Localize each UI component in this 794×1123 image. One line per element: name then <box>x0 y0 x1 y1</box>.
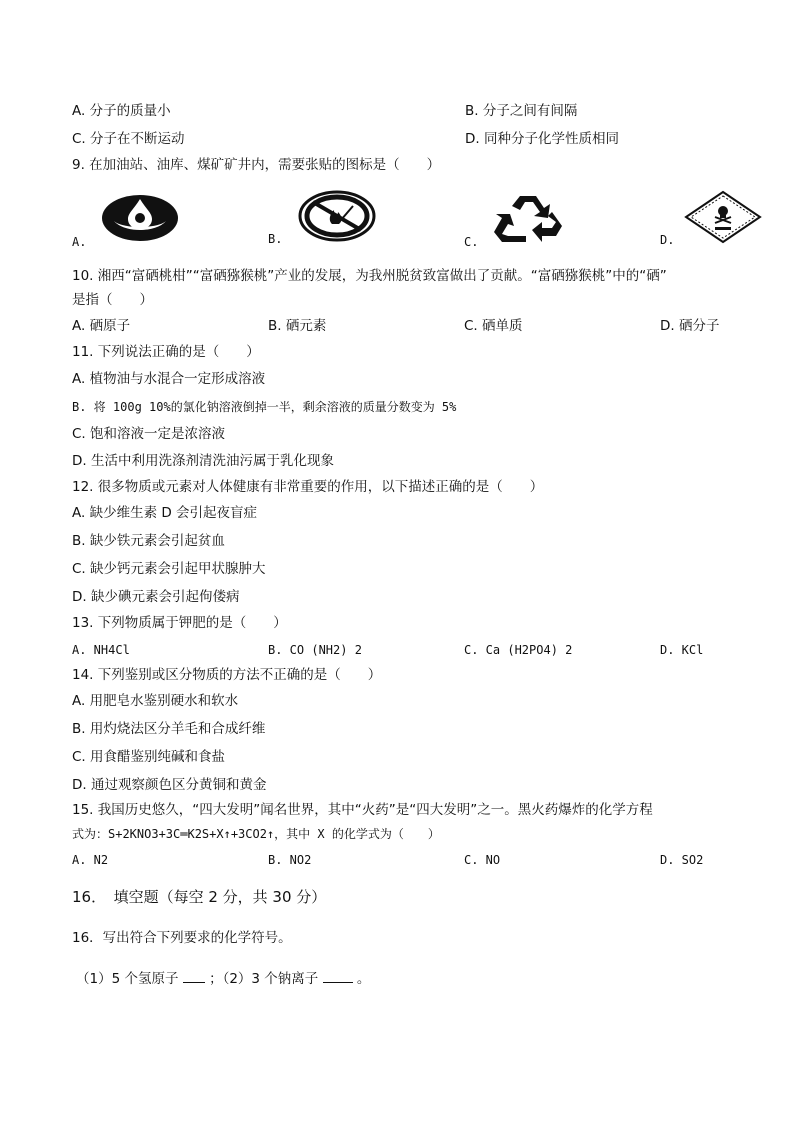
q9-label-c: C. <box>464 235 479 249</box>
toxic-hazard-icon <box>684 190 762 248</box>
recycle-icon <box>490 192 572 248</box>
q12-option-c: C. 缺少钙元素会引起甲状腺肿大 <box>72 561 266 577</box>
q15-option-b: B. NO2 <box>268 853 312 867</box>
q13-option-c: C. Ca (H2PO4) 2 <box>464 643 573 657</box>
q15-option-d: D. SO2 <box>660 853 704 867</box>
q8-option-c: C. 分子在不断运动 <box>72 131 185 147</box>
q12-option-a: A. 缺少维生素 D 会引起夜盲症 <box>72 505 258 521</box>
q14-option-c: C. 用食醋鉴别纯碱和食盐 <box>72 749 226 765</box>
q9-label-b: B. <box>268 232 283 246</box>
q12-stem: 12. 很多物质或元素对人体健康有非常重要的作用，以下描述正确的是（ ） <box>72 479 544 495</box>
q8-option-d: D. 同种分子化学性质相同 <box>465 131 619 147</box>
q16-part2-label: ；（2）3 个钠离子 <box>209 971 319 987</box>
q12-option-b: B. 缺少铁元素会引起贫血 <box>72 533 225 549</box>
q16-answer-blank-2[interactable] <box>323 970 353 983</box>
q14-option-d: D. 通过观察颜色区分黄铜和黄金 <box>72 777 267 793</box>
q14-stem: 14. 下列鉴别或区分物质的方法不正确的是（ ） <box>72 667 382 683</box>
q15-option-a: A. N2 <box>72 853 109 867</box>
no-fire-icon <box>297 190 377 246</box>
q14-option-a: A. 用肥皂水鉴别硬水和软水 <box>72 693 239 709</box>
q12-option-d: D. 缺少碘元素会引起佝偻病 <box>72 589 240 605</box>
q8-option-a: A. 分子的质量小 <box>72 103 171 119</box>
q11-option-c: C. 饱和溶液一定是浓溶液 <box>72 426 226 442</box>
q13-option-d: D. KCl <box>660 643 704 657</box>
q9-stem: 9. 在加油站、油库、煤矿矿井内，需要张贴的图标是（ ） <box>72 157 441 173</box>
q15-option-c: C. NO <box>464 853 501 867</box>
q8-option-b: B. 分子之间有间隔 <box>465 103 578 119</box>
water-saving-icon <box>100 193 180 247</box>
q16-question-line <box>76 970 370 988</box>
q10-stem-line1: 10. 湘西“富硒桃柑”“富硒猕猴桃”产业的发展，为我州脱贫致富做出了贡献。“富硒猕猴桃”中的“硒” <box>72 268 667 284</box>
q16-part1-label: （1）5 个氢原子 <box>76 971 179 987</box>
q10-option-d: D. 硒分子 <box>660 318 720 334</box>
q11-option-b: B. 将 100g 10%的氯化钠溶液倒掉一半，剩余溶液的质量分数变为 5% <box>72 400 457 414</box>
q10-stem-line2: 是指（ ） <box>72 292 153 308</box>
section-16-title: 16． 填空题（每空 2 分，共 30 分） <box>72 888 327 906</box>
q10-option-b: B. 硒元素 <box>268 318 327 334</box>
q13-stem: 13. 下列物质属于钾肥的是（ ） <box>72 615 287 631</box>
q15-stem-line2: 式为：S+2KNO3+3C═K2S+X↑+3CO2↑，其中 X 的化学式为（ ） <box>72 827 440 841</box>
q16-answer-blank-1[interactable] <box>183 970 205 983</box>
q9-label-a: A. <box>72 235 87 249</box>
q9-label-d: D. <box>660 233 675 247</box>
q10-option-c: C. 硒单质 <box>464 318 523 334</box>
q11-option-a: A. 植物油与水混合一定形成溶液 <box>72 371 266 387</box>
q14-option-b: B. 用灼烧法区分羊毛和合成纤维 <box>72 721 266 737</box>
q10-option-a: A. 硒原子 <box>72 318 131 334</box>
q13-option-b: B. CO (NH2) 2 <box>268 643 362 657</box>
q11-stem: 11. 下列说法正确的是（ ） <box>72 344 260 360</box>
q16-end-mark: 。 <box>356 971 371 987</box>
q13-option-a: A. NH4Cl <box>72 643 130 657</box>
q15-stem-line1: 15. 我国历史悠久，“四大发明”闻名世界，其中“火药”是“四大发明”之一。黑火药爆炸的化学方程 <box>72 802 653 818</box>
q16-stem: 16．写出符合下列要求的化学符号。 <box>72 930 292 946</box>
q11-option-d: D. 生活中利用洗涤剂清洗油污属于乳化现象 <box>72 453 334 469</box>
